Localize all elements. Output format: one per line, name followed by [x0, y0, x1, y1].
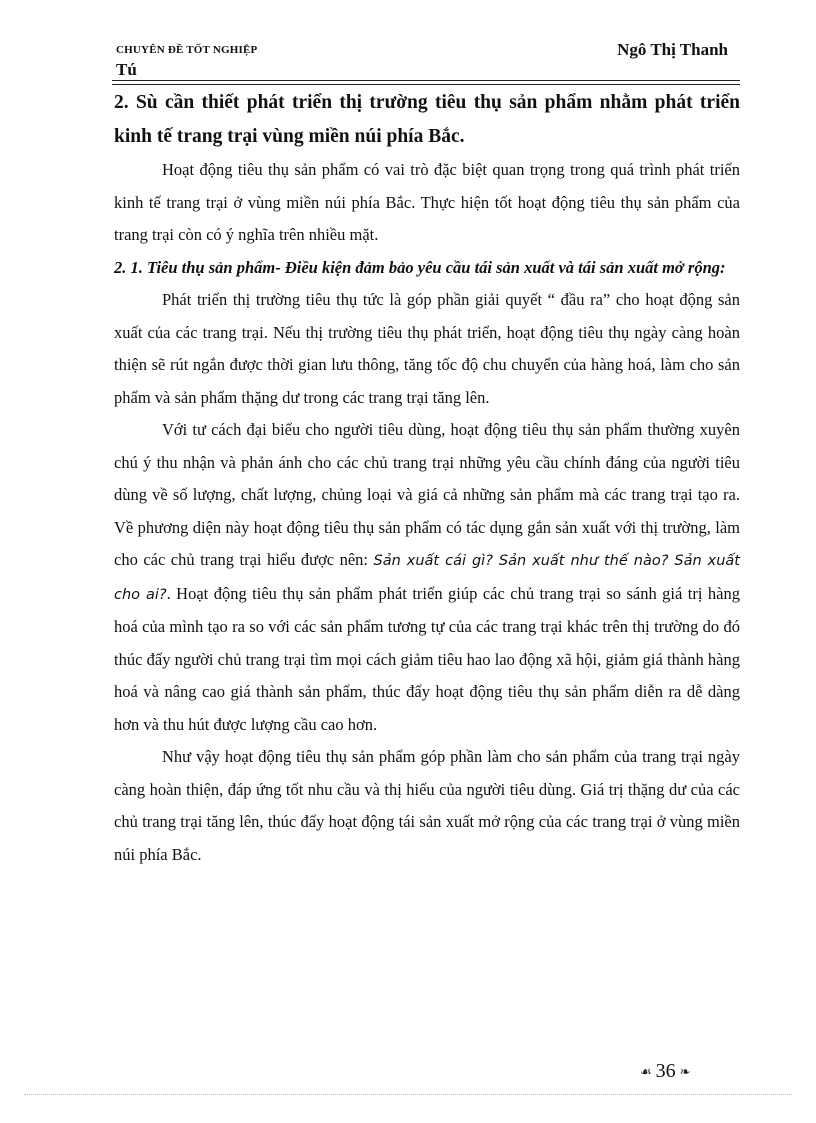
section-title: 2. Sù cần thiết phát triển thị trường tiêu thụ sản phẩm nhằm phát triển kinh tế trang trại vùng miền núi phía Bắc.: [114, 92, 740, 147]
page-header: [116, 40, 740, 84]
page-bottom-divider: [24, 1094, 792, 1095]
ornament-right-icon: ❧: [679, 1063, 691, 1079]
paragraph-conclusion: Như vậy hoạt động tiêu thụ sản phẩm góp phần làm cho sản phẩm của trang trại ngày càng hoàn thiện, đáp ứng tốt nhu cầu và thị hiếu của người tiêu dùng. Giá trị thặng dư của các chủ trang trại tăng lên, thúc đẩy hoạt động tái sản xuất mở rộng của các trang trại ở vùng miền núi phía Bắc.: [114, 747, 740, 864]
header-document-type: CHUYÊN ĐỀ TỐT NGHIỆP: [116, 44, 258, 56]
header-author-name-continued: Tú: [116, 60, 137, 79]
paragraph-text-part-2: . Hoạt động tiêu thụ sản phẩm phát triển giúp các chủ trang trại so sánh giá trị hàng hoá của mình tạo ra so với các sản phẩm tương tự của các trang trại khác trên thị trường do đó thúc đẩy người chủ trang trại tìm mọi cách giảm tiêu hao lao động xã hội, giảm giá thành hàng hoá và nâng cao giá thành sản phẩm, thúc đẩy hoạt động tiêu thụ sản phẩm diễn ra dễ dàng hơn và thu hút được lượng cầu cao hơn.: [114, 583, 740, 734]
header-author-name: Ngô Thị Thanh: [617, 40, 728, 59]
page-body: [114, 86, 740, 871]
paragraph-italic-questions: Sản xuất cái gì? Sản xuất như thế nào? Sản xuất cho ai?: [114, 553, 740, 603]
paragraph-consumer-representative: [114, 414, 740, 741]
page-number: 36: [655, 1060, 676, 1082]
header-rule-bottom: [112, 84, 740, 85]
paragraph-intro: Hoạt động tiêu thụ sản phẩm có vai trò đặc biệt quan trọng trong quá trình phát triển kinh tế trang trại ở vùng miền núi phía Bắc. Thực hiện tốt hoạt động tiêu thụ sản phẩm của trang trại còn có ý nghĩa trên nhiều mặt.: [114, 160, 740, 244]
paragraph-text-part-1: Với tư cách đại biểu cho người tiêu dùng, hoạt động tiêu thụ sản phẩm thường xuyên chú ý thu nhận và phản ánh cho các chủ trang trại những yêu cầu chính đáng của người tiêu dùng về số lượng, chất lượng, chủng loại và giá cả những sản phẩm mà các trang trại tạo ra. Về phương diện này hoạt động tiêu thụ sản phẩm có tác dụng gắn sản xuất với thị trường, làm cho các chủ trang trại hiểu được nên:: [114, 420, 740, 569]
subsection-heading: 2. 1. Tiêu thụ sản phẩm- Điều kiện đảm bảo yêu cầu tái sản xuất và tái sản xuất mở rộng:: [114, 257, 726, 277]
ornament-left-icon: ☙: [640, 1063, 652, 1079]
header-rule-top: [112, 80, 740, 81]
page-footer: [640, 1060, 691, 1083]
paragraph-market-development: Phát triển thị trường tiêu thụ tức là góp phần giải quyết “ đầu ra” cho hoạt động sản xuất của các trang trại. Nếu thị trường tiêu thụ phát triển, hoạt động tiêu thụ ngày càng hoàn thiện sẽ rút ngắn được thời gian lưu thông, tăng tốc độ chu chuyển của hàng hoá, làm cho sản phẩm và sản phẩm thặng dư trong các trang trại tăng lên.: [114, 290, 740, 407]
